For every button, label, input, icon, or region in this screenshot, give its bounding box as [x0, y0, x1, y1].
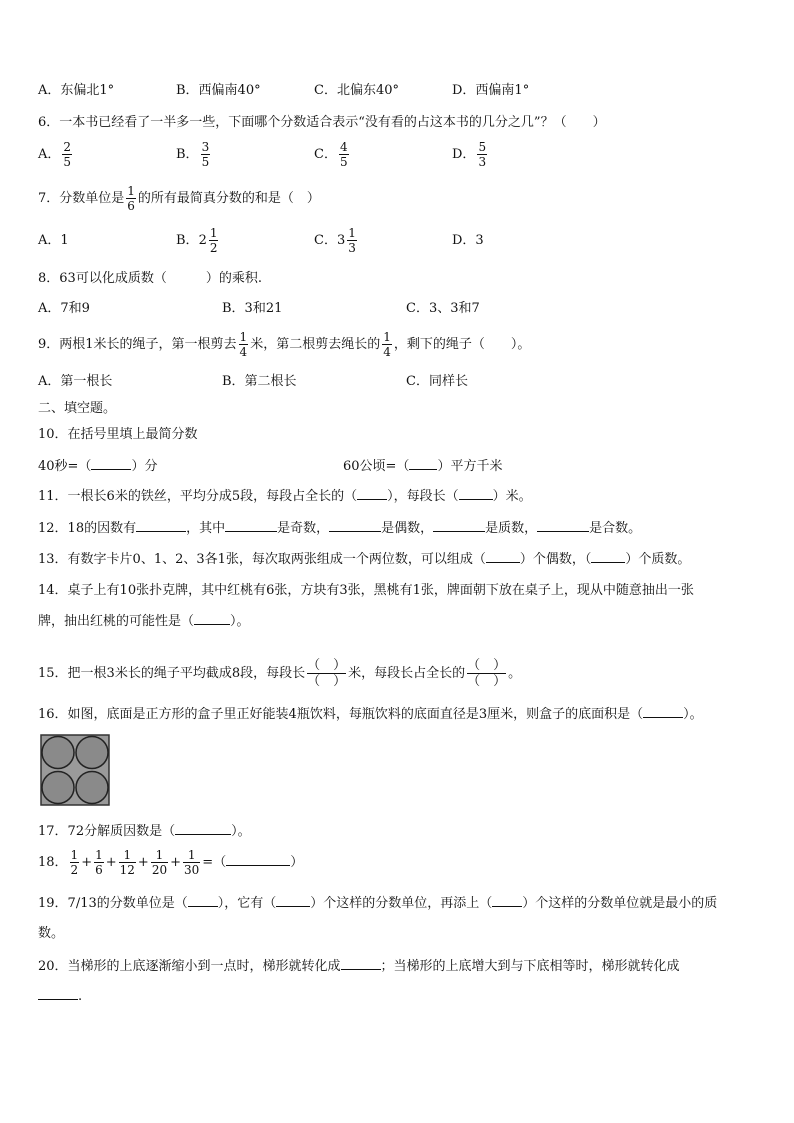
q8-option-a: A．7和9 [38, 301, 90, 316]
q5-option-c: C．北偏东40° [314, 83, 399, 98]
q14-line1: 14．桌子上有10张扑克牌，其中红桃有6张，方块有3张，黑桃有1张，牌面朝下放在桌子上，现从中随意抽出一张 [38, 583, 694, 598]
answer-blank[interactable] [537, 519, 589, 532]
q9-option-a: A．第一根长 [38, 374, 113, 389]
q6-option-a: A． $\frac{2}{5}$ [38, 140, 72, 169]
box-with-four-bottles-figure [40, 734, 110, 806]
q17: 17．72分解质因数是（ ）。 [38, 824, 251, 839]
q8-stem: 8．63可以化成质数（ ）的乘积. [38, 271, 262, 286]
answer-blank[interactable] [136, 519, 186, 532]
answer-blank[interactable] [38, 987, 78, 1000]
answer-blank[interactable] [329, 519, 381, 532]
q5-option-a: A．东偏北1° [38, 83, 115, 98]
q6-stem: 6．一本书已经看了一半多一些，下面哪个分数适合表示“没有看的占这本书的几分之几”？（ ） [38, 115, 606, 130]
q11: 11．一根长6米的铁丝，平均分成5段，每段占全长的（ ），每段长（ ）米。 [38, 489, 532, 504]
q16: 16．如图，底面是正方形的盒子里正好能装4瓶饮料，每瓶饮料的底面直径是3厘米，则盒子的底面积是（ ）。 [38, 707, 703, 722]
answer-blank[interactable] [643, 705, 683, 718]
q20-line2: . [38, 987, 82, 1006]
q9-option-b: B．第二根长 [222, 374, 297, 389]
q19-line1: 19．7/13的分数单位是（ ），它有（ ）个这样的分数单位，再添上（ ）个这样的分数单位就是最小的质 [38, 896, 718, 911]
q10-left: 40秒=（ ）分 [38, 459, 158, 474]
answer-blank[interactable] [341, 957, 381, 970]
answer-blank[interactable] [276, 894, 310, 907]
q7-option-d: D．3 [452, 233, 484, 248]
q6-option-b: B． $\frac{3}{5}$ [176, 140, 210, 169]
q10-stem: 10．在括号里填上最简分数 [38, 427, 198, 442]
answer-blank[interactable] [91, 457, 131, 470]
q9-stem: 9．两根1米长的绳子，第一根剪去 $\frac{1}{4}$ 米，第二根剪去绳长的 $\frac{1}{4}$ ，剩下的绳子（ ）。 [38, 330, 531, 359]
q19-line2: 数。 [38, 926, 65, 941]
answer-blank[interactable] [486, 550, 520, 563]
q7-stem: 7．分数单位是 $\frac{1}{6}$ 的所有最简真分数的和是（ ） [38, 184, 320, 213]
q9-option-c: C．同样长 [406, 374, 468, 389]
q5-option-b: B．西偏南40° [176, 83, 261, 98]
circles-in-square-figure [40, 734, 110, 806]
answer-blank[interactable] [409, 457, 437, 470]
q10-right: 60公顷=（ ）平方千米 [343, 459, 503, 474]
q7-option-c: C． 3 $\frac{1}{3}$ [314, 226, 356, 255]
q7-option-a: A．1 [38, 233, 69, 248]
answer-blank[interactable] [225, 519, 277, 532]
q15: 15．把一根3米长的绳子平均截成8段，每段长 （ ） （ ） 米，每段长占全长的 （ ） （ ） 。 [38, 658, 522, 689]
q6-option-d: D． $\frac{5}{3}$ [452, 140, 487, 169]
q20-line1: 20．当梯形的上底逐渐缩小到一点时，梯形就转化成 ；当梯形的上底增大到与下底相等时，梯形就转化成 [38, 959, 680, 974]
answer-blank[interactable] [175, 822, 231, 835]
answer-blank[interactable] [226, 853, 290, 866]
q8-option-b: B．3和21 [222, 301, 283, 316]
answer-blank[interactable] [194, 612, 230, 625]
q6-option-c: C． $\frac{4}{5}$ [314, 140, 348, 169]
section-heading: 二、填空题。 [38, 401, 117, 416]
answer-blank[interactable] [459, 487, 493, 500]
q12: 12．18的因数有 ，其中 是奇数， 是偶数， 是质数， 是合数。 [38, 521, 642, 536]
q13: 13．有数字卡片0、1、2、3各1张，每次取两张组成一个两位数，可以组成（ ）个偶数，（ ）个质数。 [38, 552, 691, 567]
answer-blank[interactable] [357, 487, 387, 500]
q14-line2: 牌，抽出红桃的可能性是（ ）。 [38, 614, 250, 629]
answer-blank[interactable] [492, 894, 522, 907]
q7-option-b: B． 2 $\frac{1}{2}$ [176, 226, 218, 255]
q5-option-d: D．西偏南1° [452, 83, 530, 98]
answer-blank[interactable] [188, 894, 218, 907]
answer-blank[interactable] [591, 550, 625, 563]
q8-option-c: C．3、3和7 [406, 301, 480, 316]
answer-blank[interactable] [433, 519, 485, 532]
q18: 18． $\frac{1}{2}$ + $\frac{1}{6}$ + $\frac{1}{12}$ + $\frac{1}{20}$ + $\frac{1}{30}$ =（ ） [38, 848, 304, 877]
